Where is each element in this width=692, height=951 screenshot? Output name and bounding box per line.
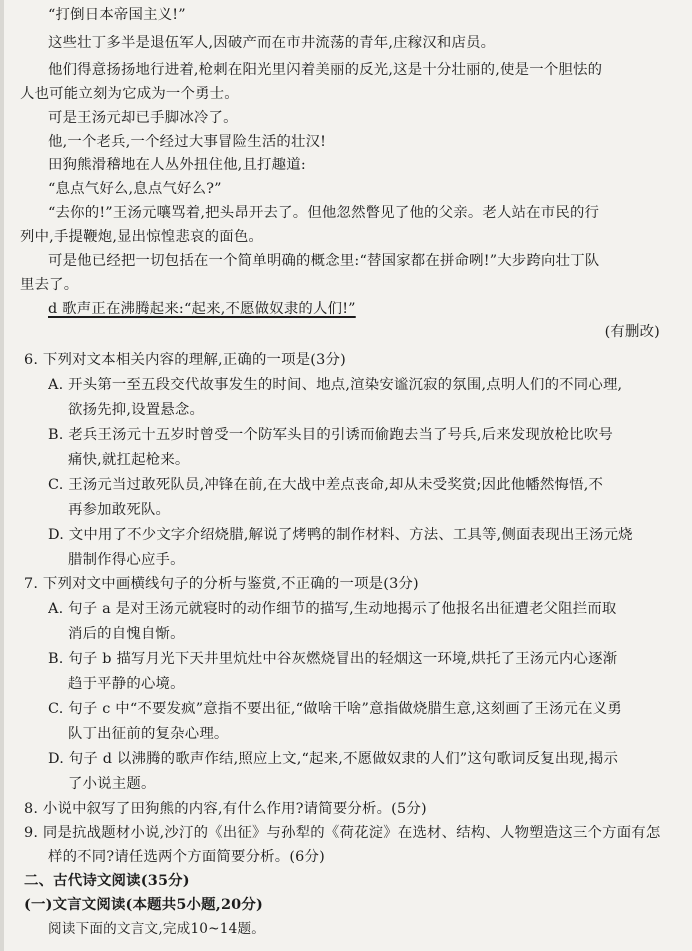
text-line: 列中,手提鞭炮,显出惊惶悲哀的面色。 [20,229,263,245]
option-7d: D. 句子 d 以沸腾的歌声作结,照应上文,“起来,不愿做奴隶的人们”这句歌词反复出现,揭示 [48,751,619,767]
text-line: 人也可能立刻为它成为一个勇士。 [20,86,239,102]
source-note: (有删改) [604,324,660,340]
option-6c: C. 王汤元当过敢死队员,冲锋在前,在大战中差点丧命,却从未受奖赏;因此他幡然悔悟,不 [48,477,604,493]
option-7c: C. 句子 c 中“不要发疯”意指不要出征,“做啥干啥”意指做烧腊生意,这刻画了王汤元在义勇 [48,701,622,717]
underlined-sentence-d: d 歌声正在沸腾起来:“起来,不愿做奴隶的人们!” [48,301,356,317]
instruction-line: 阅读下面的文言文,完成10~14题。 [48,921,266,937]
question-8: 8. 小说中叙写了田狗熊的内容,有什么作用?请简要分析。(5分) [24,801,427,817]
option-6b: B. 老兵王汤元十五岁时曾受一个防军头目的引诱而偷跑去当了号兵,后来发现放枪比吹号 [48,427,613,443]
text-line: “息点气好么,息点气好么?” [48,181,222,197]
text-line: 他们得意扬扬地行进着,枪刺在阳光里闪着美丽的反光,这是十分壮丽的,使是一个胆怯的 [48,62,603,78]
option-7a-cont: 消后的自愧自惭。 [68,626,185,642]
text-line: 这些壮丁多半是退伍军人,因破产而在市井流荡的青年,庄稼汉和店员。 [48,35,496,51]
option-6d-cont: 腊制作得心应手。 [68,552,185,568]
text-line: “去你的!”王汤元嚷骂着,把头昂开去了。但他忽然瞥见了他的父亲。老人站在市民的行 [48,205,600,221]
text-line: 可是他已经把一切包括在一个简单明确的概念里:“替国家都在拼命咧!”大步跨向壮丁队 [48,253,600,269]
option-7c-cont: 队丁出征前的复杂心理。 [68,726,229,742]
text-line: 可是王汤元却已手脚冰冷了。 [48,110,238,126]
option-7d-cont: 了小说主题。 [68,776,156,792]
text-line: 他,一个老兵,一个经过大事冒险生活的壮汉! [48,134,327,150]
question-7: 7. 下列对文中画横线句子的分析与鉴赏,不正确的一项是(3分) [24,576,419,592]
option-7b-cont: 趋于平静的心境。 [68,676,185,692]
text-line: 里去了。 [20,277,79,293]
section-heading: 二、古代诗文阅读(35分) [24,872,190,889]
page-edge-shadow [0,0,4,951]
question-9: 9. 同是抗战题材小说,沙汀的《出征》与孙犁的《荷花淀》在选材、结构、人物塑造这三个方面有怎 [24,825,661,841]
option-6b-cont: 痛快,就扛起枪来。 [68,452,190,468]
option-6a: A. 开头第一至五段交代故事发生的时间、地点,渲染安谧沉寂的氛围,点明人们的不同心理, [48,377,623,393]
option-6a-cont: 欲扬先抑,设置悬念。 [68,402,205,418]
option-7b: B. 句子 b 描写月光下天井里炕灶中谷灰燃烧冒出的轻烟这一环境,烘托了王汤元内心逐渐 [48,651,618,667]
question-9-cont: 样的不同?请任选两个方面简要分析。(6分) [48,849,325,865]
option-6c-cont: 再参加敢死队。 [68,502,171,518]
question-6: 6. 下列对文本相关内容的理解,正确的一项是(3分) [24,352,346,368]
text-line: 田狗熊滑稽地在人丛外扭住他,且打趣道: [48,157,306,173]
subsection-heading: (一)文言文阅读(本题共5小题,20分) [24,896,263,913]
text-line: “打倒日本帝国主义!” [48,7,186,23]
option-6d: D. 文中用了不少文字介绍烧腊,解说了烤鸭的制作材料、方法、工具等,侧面表现出王汤元烧 [48,527,633,543]
option-7a: A. 句子 a 是对王汤元就寝时的动作细节的描写,生动地揭示了他报名出征遭老父阻拦而取 [48,601,617,617]
